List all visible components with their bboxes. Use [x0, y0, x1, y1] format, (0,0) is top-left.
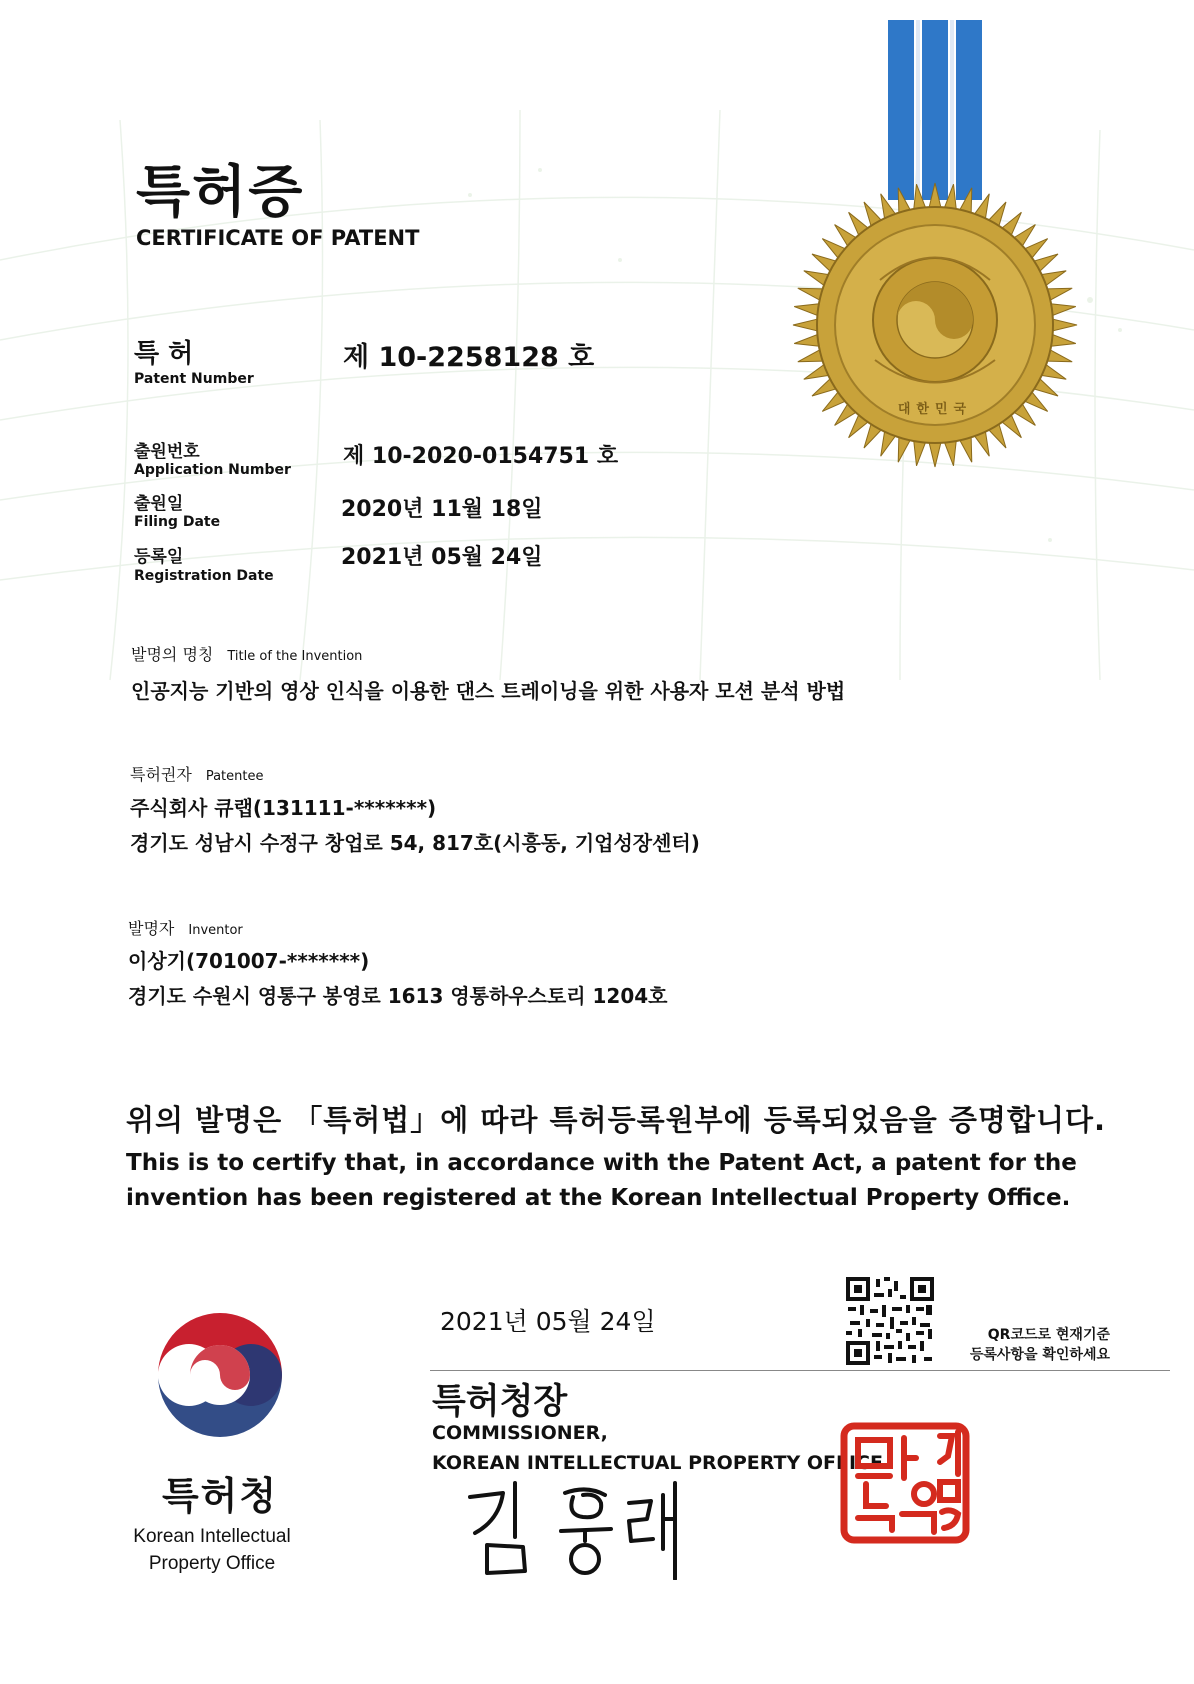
certificate-title-kr: 특허증 [136, 160, 305, 225]
kipo-name-en-line2: Property Office [148, 1553, 276, 1574]
inventor-label-kr: 발명자 [128, 919, 175, 938]
registration-label-en: Registration Date [134, 568, 274, 584]
patent-number-value: 제 10-2258128 호 [343, 342, 595, 373]
inventor-label [128, 916, 243, 939]
svg-text:대한민국: 대한민국 [897, 402, 973, 417]
patentee-label [130, 762, 263, 785]
invention-label-en: Title of the Invention [227, 649, 363, 664]
inventor-name: 이상기(701007-*******) [128, 949, 370, 973]
invention-title: 인공지능 기반의 영상 인식을 이용한 댄스 트레이닝을 위한 사용자 모션 분석 방법 [131, 679, 846, 703]
issue-date: 2021년 05월 24일 [440, 1307, 656, 1336]
filing-label-kr: 출원일 [134, 494, 184, 514]
kipo-name-en-line1: Korean Intellectual [133, 1526, 291, 1547]
commissioner-title-en-line1: COMMISSIONER, [432, 1422, 608, 1444]
application-label-en: Application Number [134, 462, 291, 478]
commissioner-title-kr: 특허청장 [432, 1382, 568, 1422]
patentee-label-kr: 특허권자 [130, 765, 192, 784]
patent-label-en: Patent Number [134, 371, 254, 387]
divider-line [430, 1370, 1170, 1371]
qr-instruction-line1: QR코드로 현재기준 [987, 1327, 1110, 1343]
patentee-name: 주식회사 큐랩(131111-*******) [130, 796, 437, 820]
qr-instruction-line2: 등록사항을 확인하세요 [969, 1347, 1110, 1363]
qr-code[interactable] [846, 1277, 934, 1365]
certification-statement-kr: 위의 발명은 「특허법」에 따라 특허등록원부에 등록되었음을 증명합니다. [126, 1103, 1107, 1137]
commissioner-signature [465, 1475, 705, 1580]
patentee-address: 경기도 성남시 수정구 창업로 54, 817호(시흥동, 기업성장센터) [130, 831, 700, 855]
filing-label-en: Filing Date [134, 514, 221, 530]
certification-statement-en-line2: invention has been registered at the Korean Intellectual Property Office. [126, 1185, 1071, 1211]
application-number-value: 제 10-2020-0154751 호 [343, 444, 619, 469]
kipo-taegeuk-emblem [150, 1305, 290, 1445]
patent-label-kr: 특 허 [134, 339, 194, 369]
official-red-seal [840, 1422, 970, 1544]
gold-medal-seal [790, 20, 1080, 470]
registration-date-value: 2021년 05월 24일 [341, 545, 543, 570]
patentee-label-en: Patentee [205, 769, 264, 784]
certification-statement-en-line1: This is to certify that, in accordance with the Patent Act, a patent for the [126, 1150, 1077, 1176]
filing-date-value: 2020년 11월 18일 [341, 497, 543, 522]
invention-label [131, 642, 362, 665]
qr-instruction [940, 1325, 1110, 1365]
kipo-name-kr: 특허청 [161, 1474, 279, 1518]
invention-label-kr: 발명의 명칭 [131, 645, 214, 664]
inventor-label-en: Inventor [188, 923, 243, 938]
registration-label-kr: 등록일 [134, 547, 184, 567]
commissioner-title-en-line2: KOREAN INTELLECTUAL PROPERTY OFFICE [432, 1452, 883, 1474]
application-label-kr: 출원번호 [134, 442, 200, 462]
certificate-title-en: CERTIFICATE OF PATENT [136, 226, 420, 250]
inventor-address: 경기도 수원시 영통구 봉영로 1613 영통하우스토리 1204호 [128, 984, 668, 1008]
